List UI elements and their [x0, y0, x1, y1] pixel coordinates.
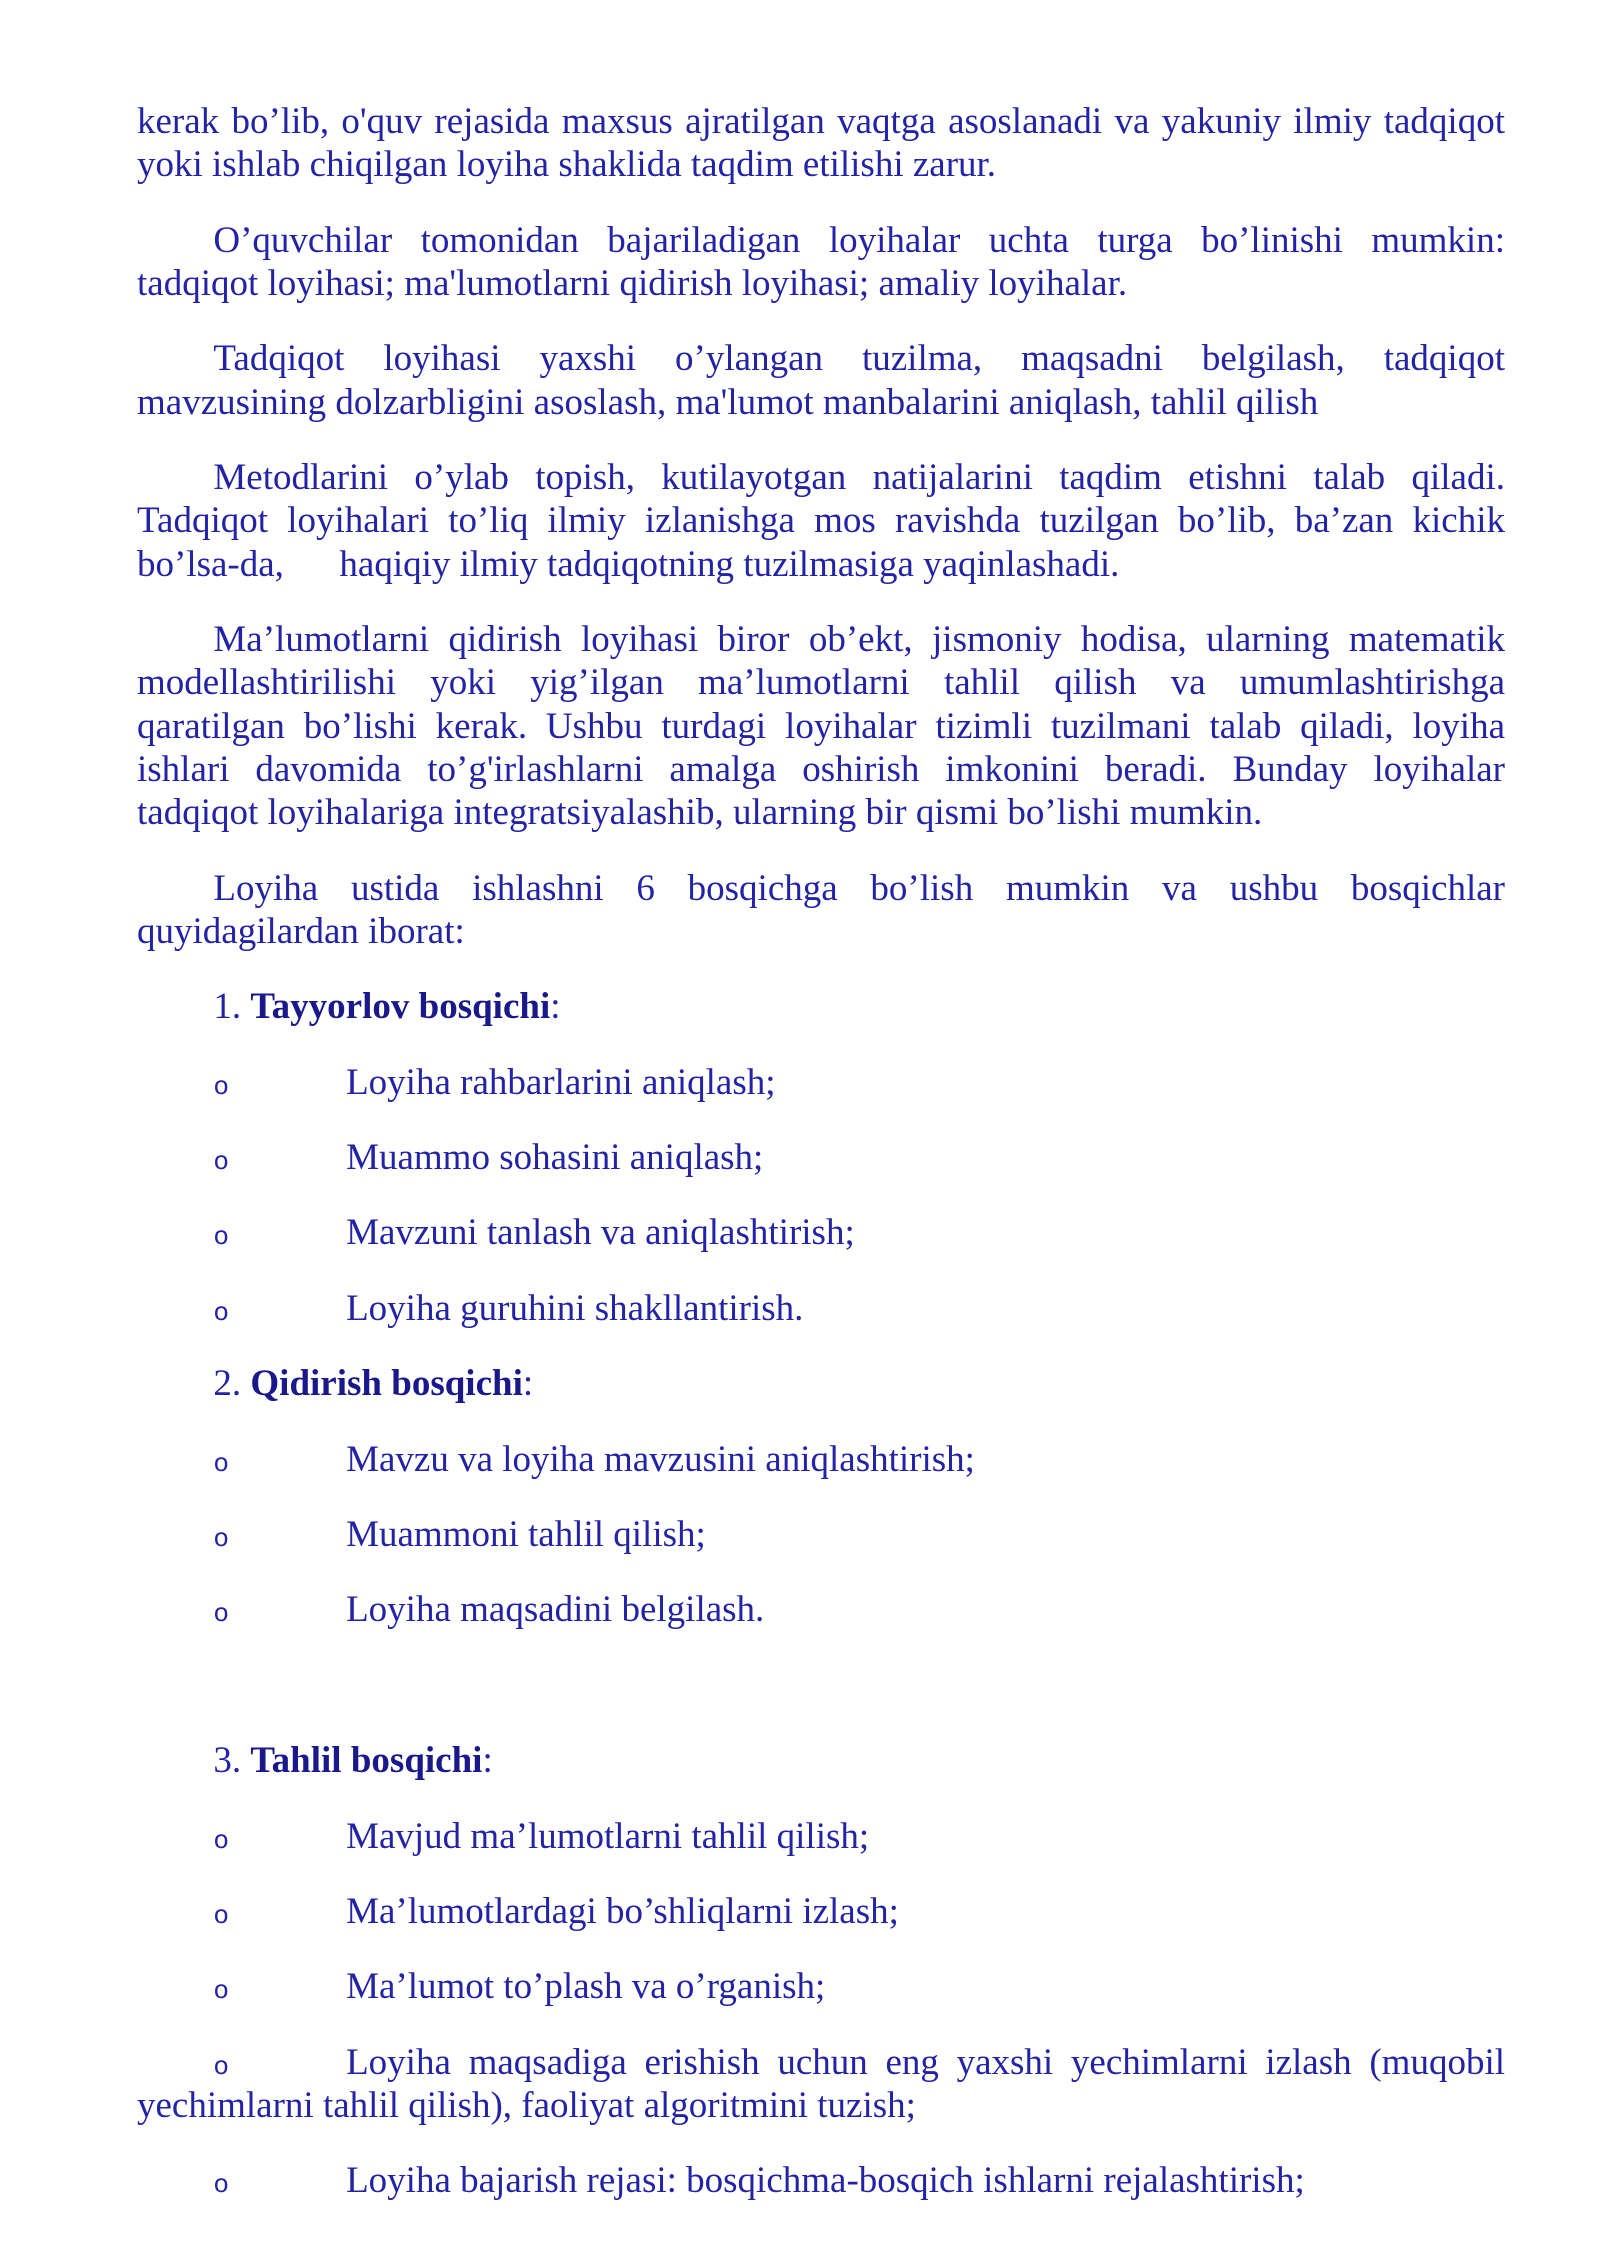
list-bullet: o — [213, 1222, 229, 1253]
list-item — [137, 2159, 1505, 2202]
list-item-text: Mavzuni tanlash va aniqlashtirish; — [346, 1212, 855, 1254]
list-bullet: o — [213, 1599, 229, 1630]
paragraph-line: Metodlarini o’ylab topish, kutilayotgan natijalarini taqdim etishni talab qiladi. — [213, 457, 1505, 499]
list-item-line — [137, 1438, 1505, 1481]
paragraph-line: mavzusining dolzarbligini asoslash, ma'lumot manbalarini aniqlash, tahlil qilish — [137, 381, 1319, 423]
paragraph-line: qaratilgan bo’lishi kerak. Ushbu turdagi loyihalar tizimli tuzilmani talab qiladi, loyiha — [137, 705, 1505, 747]
paragraph-line: modellashtirilishi yoki yig’ilgan ma’lumotlarni tahlil qilish va umumlashtirishga — [137, 662, 1505, 704]
paragraph-line: Tadqiqot loyihalari to’liq ilmiy izlanishga mos ravishda tuzilgan bo’lib, ba’zan kichik — [137, 500, 1505, 542]
list-item — [137, 1438, 1505, 1481]
list-item — [137, 1211, 1505, 1254]
paragraph-line: tadqiqot loyihalariga integratsiyalashib, ularning bir qismi bo’lishi mumkin. — [137, 792, 1263, 834]
list-item-text: Loyiha maqsadini belgilash. — [346, 1589, 765, 1631]
stage-number: 3. — [213, 1740, 242, 1782]
stage-title: Tahlil bosqichi — [250, 1740, 483, 1782]
stage-title: Qidirish bosqichi — [250, 1363, 523, 1405]
empty-line — [137, 1664, 1505, 1707]
list-bullet: o — [213, 1071, 229, 1102]
list-item-text: Loyiha maqsadiga erishish uchun eng yaxshi yechimlarni izlash (muqobil — [346, 2041, 1505, 2083]
list-item-line — [137, 1588, 1505, 1631]
list-item-text: Ma’lumotlardagi bo’shliqlarni izlash; — [346, 1891, 899, 1932]
list-item-text-continued: yechimlarni tahlil qilish), faoliyat algoritmini tuzish; — [137, 2085, 916, 2127]
list-bullet: o — [213, 1976, 229, 2007]
list-item — [137, 1513, 1505, 1556]
list-bullet: o — [213, 1901, 229, 1931]
body-paragraph — [137, 219, 1505, 306]
paragraph-line: tadqiqot loyihasi; ma'lumotlarni qidirish loyihasi; amaliy loyihalar. — [137, 262, 1128, 304]
list-bullet: o — [213, 1524, 229, 1555]
list-item — [137, 1287, 1505, 1330]
paragraph-line: kerak bo’lib, o'quv rejasida maxsus ajratilgan vaqtga asoslanadi va yakuniy ilmiy tadqiqot — [137, 101, 1505, 142]
list-item-text: Loyiha rahbarlarini aniqlash; — [346, 1061, 776, 1103]
list-item-line — [137, 2159, 1505, 2202]
stage-title: Tayyorlov bosqichi — [250, 986, 551, 1028]
paragraph-line: ishlari davomida to’g'irlashlarni amalga oshirish imkonini beradi. Bunday loyihalar — [137, 748, 1505, 790]
list-item-line — [137, 1061, 1505, 1104]
list-item-line — [137, 1287, 1505, 1330]
list-bullet: o — [213, 2051, 229, 2082]
list-item-line — [137, 1136, 1505, 1179]
paragraph-line: Tadqiqot loyihasi yaxshi o’ylangan tuzilma, maqsadni belgilash, tadqiqot — [213, 338, 1505, 380]
list-item — [137, 1890, 1505, 1933]
list-item-text: Muammoni tahlil qilish; — [346, 1514, 706, 1556]
list-item-text: Mavzu va loyiha mavzusini aniqlashtirish; — [346, 1438, 975, 1480]
body-paragraph — [137, 337, 1505, 424]
list-item-text: Muammo sohasini aniqlash; — [346, 1137, 764, 1179]
list-item — [137, 2041, 1505, 2128]
stage-number: 1. — [213, 986, 242, 1028]
list-item — [137, 1815, 1505, 1858]
list-item-text: Loyiha bajarish rejasi: bosqichma-bosqich ishlarni rejalashtirish; — [346, 2160, 1305, 2202]
paragraph-line: bo’lsa-da, haqiqiy ilmiy tadqiqotning tuzilmasiga yaqinlashadi. — [137, 543, 1120, 585]
body-paragraph — [137, 867, 1505, 954]
list-item-text: Ma’lumot to’plash va o’rganish; — [346, 1966, 826, 2008]
body-paragraph — [137, 456, 1505, 586]
list-item — [137, 1588, 1505, 1631]
list-bullet: o — [213, 1147, 229, 1178]
list-item — [137, 1061, 1505, 1104]
list-item-line — [137, 1211, 1505, 1254]
list-item-line — [137, 1513, 1505, 1556]
list-bullet: o — [213, 1297, 229, 1328]
stage-title-colon: : — [550, 986, 561, 1028]
list-bullet: o — [213, 1448, 229, 1479]
stage-title-colon: : — [482, 1740, 493, 1782]
paragraph-line: Ma’lumotlarni qidirish loyihasi biror ob’ekt, jismoniy hodisa, ularning matematik — [213, 619, 1505, 661]
list-item — [137, 1136, 1505, 1179]
list-item-text: Mavjud ma’lumotlarni tahlil qilish; — [346, 1815, 870, 1857]
list-item-line — [137, 1890, 1505, 1933]
list-item — [137, 1965, 1505, 2008]
stage-heading — [137, 1739, 1505, 1782]
blank-line — [137, 1664, 1505, 1707]
body-paragraph — [137, 100, 1505, 187]
list-item-line — [137, 1965, 1505, 2008]
stage-heading-line — [137, 1739, 1505, 1782]
stage-heading — [137, 985, 1505, 1028]
list-bullet: o — [213, 1825, 229, 1856]
stage-number: 2. — [213, 1363, 242, 1405]
paragraph-line: quyidagilardan iborat: — [137, 910, 465, 952]
paragraph-line: Loyiha ustida ishlashni 6 bosqichga bo’lish mumkin va ushbu bosqichlar — [213, 867, 1505, 909]
paragraph-line: yoki ishlab chiqilgan loyiha shaklida taqdim etilishi zarur. — [137, 144, 997, 186]
paragraph-line: O’quvchilar tomonidan bajariladigan loyihalar uchta turga bo’linishi mumkin: — [213, 219, 1505, 261]
stage-heading-line — [137, 1362, 1505, 1405]
list-item-line — [137, 1815, 1505, 1858]
stage-heading-line — [137, 985, 1505, 1028]
stage-title-colon: : — [522, 1363, 534, 1405]
body-paragraph — [137, 618, 1505, 834]
list-item-text: Loyiha guruhini shakllantirish. — [346, 1287, 804, 1329]
stage-heading — [137, 1362, 1505, 1405]
list-item-line — [137, 2041, 1505, 2084]
list-bullet: o — [213, 2170, 229, 2201]
